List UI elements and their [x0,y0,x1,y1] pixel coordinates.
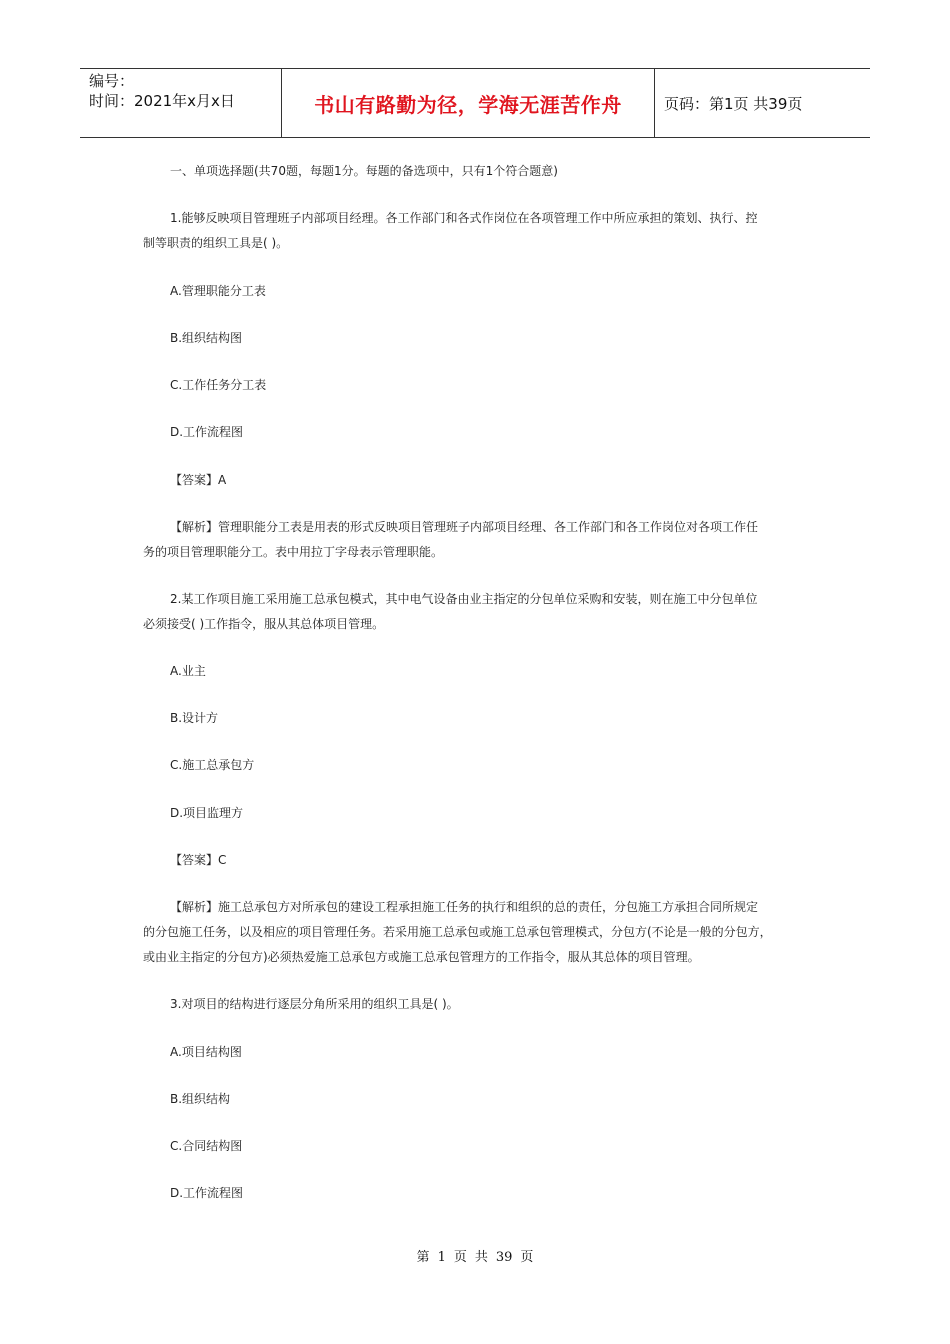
page-footer [0,1246,950,1265]
question-1-stem-line-2: 制等职责的组织工具是( )。 [143,236,289,250]
question-1-option-d: D.工作流程图 [170,425,244,439]
question-2-option-c: C.施工总承包方 [170,758,255,772]
question-2-stem-line-1: 2.某工作项目施工采用施工总承包模式，其中电气设备由业主指定的分包单位采购和安装，则在施工中分包单位 [170,592,758,606]
question-2-option-b: B.设计方 [170,711,219,725]
header-meta [80,69,282,137]
question-1-analysis-line-2: 务的项目管理职能分工。表中用拉丁字母表示管理职能。 [143,545,444,559]
question-2-analysis-line-2: 的分包施工任务，以及相应的项目管理任务。若采用施工总承包或施工总承包管理模式，分包方(不论是一般的分包方， [143,925,772,939]
header-motto-cell [282,69,655,137]
section-title: 一、单项选择题(共70题，每题1分。每题的备选项中，只有1个符合题意) [170,164,558,178]
question-1-analysis-line-1: 【解析】管理职能分工表是用表的形式反映项目管理班子内部项目经理、各工作部门和各工作岗位对各项工作任 [170,520,759,534]
document-number-label: 编号： [89,72,135,90]
question-3-option-d: D.工作流程图 [170,1186,244,1200]
header-page-cell [655,69,870,137]
question-2-answer: 【答案】C [170,853,227,867]
document-time-label: 时间：2021年x月x日 [89,92,235,110]
question-1-answer: 【答案】A [170,473,227,487]
question-3-option-b: B.组织结构 [170,1092,231,1106]
footer-gong: 共 [474,1250,488,1265]
question-2-analysis-line-1: 【解析】施工总承包方对所承包的建设工程承担施工任务的执行和组织的总的责任，分包施工方承担合同所规定 [170,900,759,914]
footer-total-pages: 39 [495,1250,513,1265]
question-1-option-a: A.管理职能分工表 [170,284,266,298]
footer-di: 第 [416,1250,430,1265]
question-1-option-c: C.工作任务分工表 [170,378,267,392]
question-2-option-a: A.业主 [170,664,206,678]
question-1-option-b: B.组织结构图 [170,331,243,345]
page-header [80,68,870,138]
header-motto: 书山有路勤为径，学海无涯苦作舟 [314,92,622,117]
question-2-option-d: D.项目监理方 [170,806,244,820]
footer-page-number: 1 [437,1250,446,1265]
question-3-stem-line-1: 3.对项目的结构进行逐层分角所采用的组织工具是( )。 [170,997,459,1011]
question-2-analysis-line-3: 或由业主指定的分包方)必须热爱施工总承包方或施工总承包管理方的工作指令，服从其总体的项目管理。 [143,950,700,964]
footer-ye-2: 页 [520,1250,534,1265]
question-3-option-a: A.项目结构图 [170,1045,242,1059]
question-3-option-c: C.合同结构图 [170,1139,243,1153]
question-2-stem-line-2: 必须接受( )工作指令，服从其总体项目管理。 [143,617,385,631]
footer-ye: 页 [453,1250,467,1265]
question-1-stem-line-1: 1.能够反映项目管理班子内部项目经理。各工作部门和各式作岗位在各项管理工作中所应承担的策划、执行、控 [170,211,758,225]
header-page-label: 页码：第1页 共39页 [664,94,803,113]
